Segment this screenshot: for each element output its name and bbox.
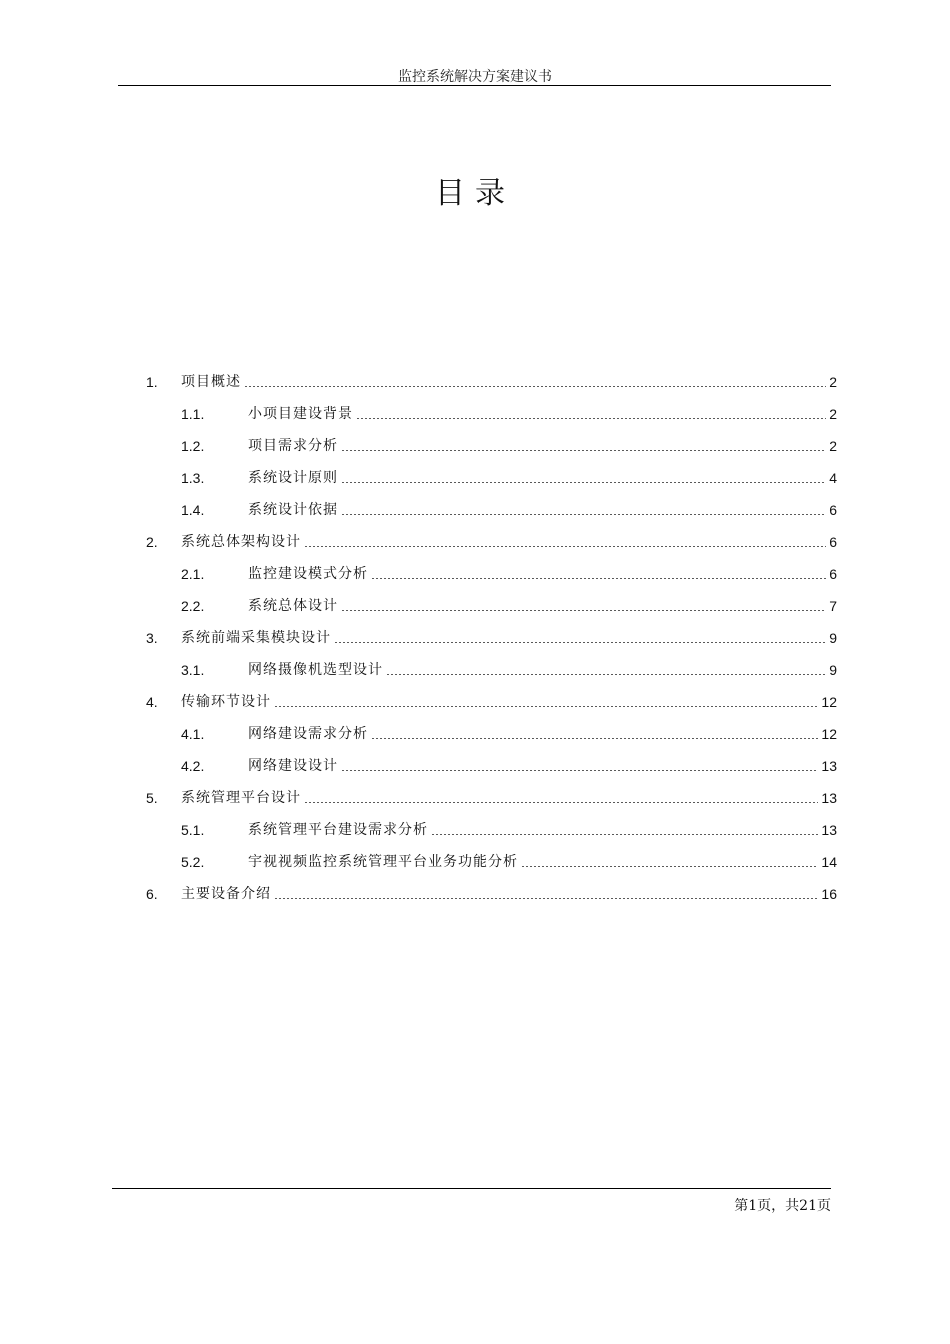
toc-entry-number: 2. — [146, 534, 158, 550]
toc-dot-leader — [341, 610, 826, 611]
toc-entry-label: 小项目建设背景 — [248, 406, 353, 422]
toc-entry-number: 5.2. — [181, 854, 205, 870]
toc-entry[interactable] — [146, 526, 837, 558]
toc-entry-page: 2 — [829, 406, 837, 422]
toc-entry-page: 6 — [829, 566, 837, 582]
toc-entry-label: 传输环节设计 — [181, 694, 271, 710]
toc-entry-number: 6. — [146, 886, 158, 902]
toc-entry-page: 9 — [829, 662, 837, 678]
footer-divider — [112, 1188, 831, 1189]
toc-entry-number: 1. — [146, 374, 158, 390]
toc-entry-number: 1.4. — [181, 502, 205, 518]
toc-entry[interactable] — [146, 654, 837, 686]
toc-entry-page: 2 — [829, 374, 837, 390]
toc-entry[interactable] — [146, 846, 837, 878]
running-header: 监控系统解决方案建议书 — [398, 69, 552, 85]
toc-entry[interactable] — [146, 814, 837, 846]
toc-entry-label: 网络建设需求分析 — [248, 726, 368, 742]
toc-entry[interactable] — [146, 494, 837, 526]
toc-dot-leader — [334, 642, 826, 643]
toc-entry-label: 网络摄像机选型设计 — [248, 662, 383, 678]
toc-entry-label: 系统总体设计 — [248, 598, 338, 614]
toc-entry[interactable] — [146, 686, 837, 718]
toc-dot-leader — [341, 514, 826, 515]
toc-dot-leader — [521, 866, 818, 867]
toc-entry[interactable] — [146, 558, 837, 590]
toc-entry-page: 14 — [821, 854, 837, 870]
table-of-contents — [146, 366, 837, 910]
toc-entry-number: 2.1. — [181, 566, 205, 582]
toc-entry[interactable] — [146, 590, 837, 622]
toc-entry-page: 2 — [829, 438, 837, 454]
toc-entry-number: 3.1. — [181, 662, 205, 678]
toc-entry[interactable] — [146, 878, 837, 910]
toc-entry-page: 13 — [821, 790, 837, 806]
toc-entry[interactable] — [146, 366, 837, 398]
toc-entry-number: 4.1. — [181, 726, 205, 742]
toc-entry-label: 宇视视频监控系统管理平台业务功能分析 — [248, 854, 518, 870]
toc-entry[interactable] — [146, 622, 837, 654]
toc-entry-number: 1.2. — [181, 438, 205, 454]
toc-entry-page: 6 — [829, 502, 837, 518]
toc-dot-leader — [431, 834, 818, 835]
toc-entry-label: 项目概述 — [181, 374, 241, 390]
toc-entry-page: 6 — [829, 534, 837, 550]
toc-entry-number: 1.3. — [181, 470, 205, 486]
toc-entry[interactable] — [146, 398, 837, 430]
toc-dot-leader — [371, 738, 818, 739]
toc-entry-page: 12 — [821, 726, 837, 742]
toc-entry-label: 系统管理平台建设需求分析 — [248, 822, 428, 838]
toc-dot-leader — [386, 674, 826, 675]
toc-entry[interactable] — [146, 782, 837, 814]
toc-entry[interactable] — [146, 462, 837, 494]
toc-dot-leader — [274, 898, 818, 899]
toc-entry-number: 5.1. — [181, 822, 205, 838]
toc-entry[interactable] — [146, 430, 837, 462]
toc-entry-label: 系统管理平台设计 — [181, 790, 301, 806]
toc-dot-leader — [341, 770, 818, 771]
toc-entry-page: 16 — [821, 886, 837, 902]
toc-entry-page: 4 — [829, 470, 837, 486]
toc-entry-number: 2.2. — [181, 598, 205, 614]
toc-dot-leader — [341, 482, 826, 483]
toc-entry-number: 3. — [146, 630, 158, 646]
toc-entry-page: 7 — [829, 598, 837, 614]
toc-entry-label: 系统总体架构设计 — [181, 534, 301, 550]
toc-entry[interactable] — [146, 750, 837, 782]
toc-dot-leader — [244, 386, 826, 387]
toc-dot-leader — [341, 450, 826, 451]
toc-entry-number: 1.1. — [181, 406, 205, 422]
page-number: 第1页，共21页 — [734, 1198, 831, 1214]
toc-entry-number: 5. — [146, 790, 158, 806]
toc-entry-number: 4.2. — [181, 758, 205, 774]
toc-dot-leader — [356, 418, 826, 419]
toc-entry-page: 13 — [821, 758, 837, 774]
toc-entry-page: 9 — [829, 630, 837, 646]
header-divider — [118, 85, 831, 86]
toc-entry-page: 13 — [821, 822, 837, 838]
toc-entry-label: 项目需求分析 — [248, 438, 338, 454]
toc-entry-label: 系统前端采集模块设计 — [181, 630, 331, 646]
toc-entry-label: 监控建设模式分析 — [248, 566, 368, 582]
toc-entry-page: 12 — [821, 694, 837, 710]
toc-entry-number: 4. — [146, 694, 158, 710]
toc-dot-leader — [274, 706, 818, 707]
toc-dot-leader — [304, 802, 818, 803]
toc-entry-label: 系统设计依据 — [248, 502, 338, 518]
page-title: 目录 — [435, 176, 515, 211]
toc-entry-label: 系统设计原则 — [248, 470, 338, 486]
toc-dot-leader — [304, 546, 826, 547]
toc-entry[interactable] — [146, 718, 837, 750]
toc-dot-leader — [371, 578, 826, 579]
toc-entry-label: 网络建设设计 — [248, 758, 338, 774]
toc-entry-label: 主要设备介绍 — [181, 886, 271, 902]
